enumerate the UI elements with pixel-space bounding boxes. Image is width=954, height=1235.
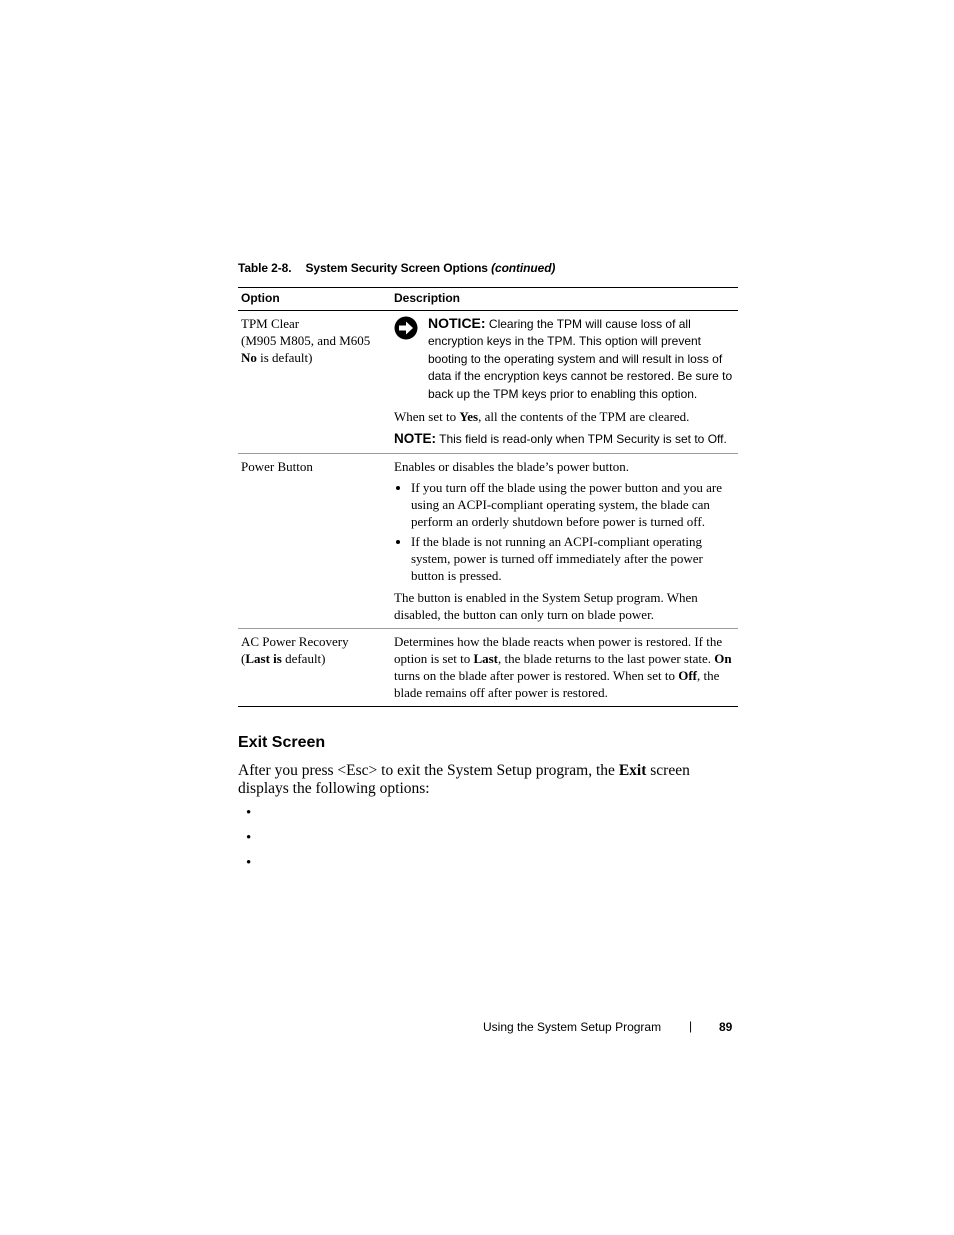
text: default) bbox=[281, 651, 326, 667]
power-button-bullets bbox=[394, 479, 735, 584]
text: . bbox=[723, 432, 727, 447]
table-caption bbox=[238, 261, 555, 275]
footer-separator: | bbox=[689, 1019, 693, 1033]
notice-box bbox=[394, 315, 735, 403]
notice-text bbox=[428, 315, 735, 403]
header-description: Description bbox=[388, 288, 738, 311]
option-tpm-clear bbox=[238, 311, 388, 454]
option-line: AC Power Recovery bbox=[241, 634, 349, 650]
option-default-value: No bbox=[241, 350, 257, 365]
value-yes: Yes bbox=[459, 409, 479, 425]
option-default bbox=[241, 349, 385, 366]
option-default-value: Last is bbox=[245, 651, 282, 667]
text: turns on the blade after power is restored. When set to bbox=[394, 668, 679, 684]
tpm-clear-paragraph bbox=[394, 408, 735, 425]
table-caption-title: System Security Screen Options bbox=[305, 261, 488, 275]
ac-power-paragraph bbox=[394, 633, 735, 701]
option-ac-power-recovery bbox=[238, 629, 388, 707]
table-row-ac-power-recovery bbox=[238, 629, 738, 707]
header-option: Option bbox=[238, 288, 388, 311]
value-on: On bbox=[714, 651, 732, 667]
value-off: Off bbox=[678, 668, 698, 684]
text: ( bbox=[241, 651, 246, 667]
description-ac-power-recovery bbox=[388, 629, 738, 707]
text: After you press <Esc> to exit the System Setup program, the bbox=[238, 762, 619, 779]
section-title: Exit Screen bbox=[238, 734, 326, 751]
table-row-tpm-clear bbox=[238, 311, 738, 454]
field-tpm-security: TPM Security bbox=[587, 432, 660, 447]
table-row-power-button bbox=[238, 454, 738, 629]
list-item: • If you turn off the blade using the power button and you are using an ACPI-compliant operating system, the blade can perform an orderly shutdown before power is turned off. bbox=[411, 479, 735, 530]
text: screen displays the following options: bbox=[238, 762, 690, 797]
power-button-outro: The button is enabled in the System Setup program. When disabled, the button can only turn on blade power. bbox=[394, 590, 698, 623]
text: This field is read-only when bbox=[436, 432, 588, 447]
list-item bbox=[238, 803, 260, 828]
power-button-intro: Enables or disables the blade’s power button. bbox=[394, 459, 630, 475]
notice-body: Clearing the TPM will cause loss of all encryption keys in the TPM. This option will prevent booting to the operating system and will result in loss of data if the encryption keys cannot be restored. Be sure to back up the TPM keys prior to enabling this option. bbox=[428, 317, 733, 401]
text: When set to bbox=[394, 409, 460, 425]
table-caption-label: Table 2-8. bbox=[238, 261, 292, 275]
page-number: 89 bbox=[719, 1020, 733, 1034]
text: , the blade returns to the last power state. bbox=[498, 651, 715, 667]
notice-arrow-icon bbox=[394, 316, 420, 344]
note-label: NOTE: bbox=[394, 431, 436, 447]
list-item: • If the blade is not running an ACPI-compliant operating system, power is turned off immediately after the power button is pressed. bbox=[411, 533, 735, 584]
note bbox=[394, 430, 735, 448]
notice-label: NOTICE: bbox=[428, 315, 486, 331]
table-caption-continued: (continued) bbox=[491, 261, 556, 275]
description-tpm-clear bbox=[388, 311, 738, 454]
description-power-button bbox=[388, 454, 738, 629]
section-intro bbox=[238, 762, 738, 798]
list-item bbox=[238, 828, 260, 853]
option-power-button: Power Button bbox=[238, 454, 388, 629]
value-last: Last bbox=[473, 651, 499, 667]
text: , all the contents of the TPM are cleared. bbox=[478, 409, 690, 425]
screen-name-exit: Exit bbox=[618, 762, 647, 779]
option-line: (M905 M805, and M605 bbox=[241, 333, 371, 348]
option-default bbox=[241, 650, 385, 667]
value-off: Off bbox=[707, 432, 724, 447]
text: Determines how the blade reacts when power is restored. If the option is set to bbox=[394, 634, 723, 667]
security-options-table bbox=[238, 287, 738, 707]
option-line: TPM Clear bbox=[241, 316, 300, 331]
list-item bbox=[238, 853, 260, 878]
option-default-text: is default) bbox=[256, 350, 313, 365]
table-header-row bbox=[238, 288, 738, 311]
text: is set to bbox=[659, 432, 708, 447]
text: , the blade remains off after power is restored. bbox=[394, 668, 720, 701]
footer-title: Using the System Setup Program bbox=[483, 1020, 662, 1034]
exit-options-list bbox=[238, 803, 260, 878]
